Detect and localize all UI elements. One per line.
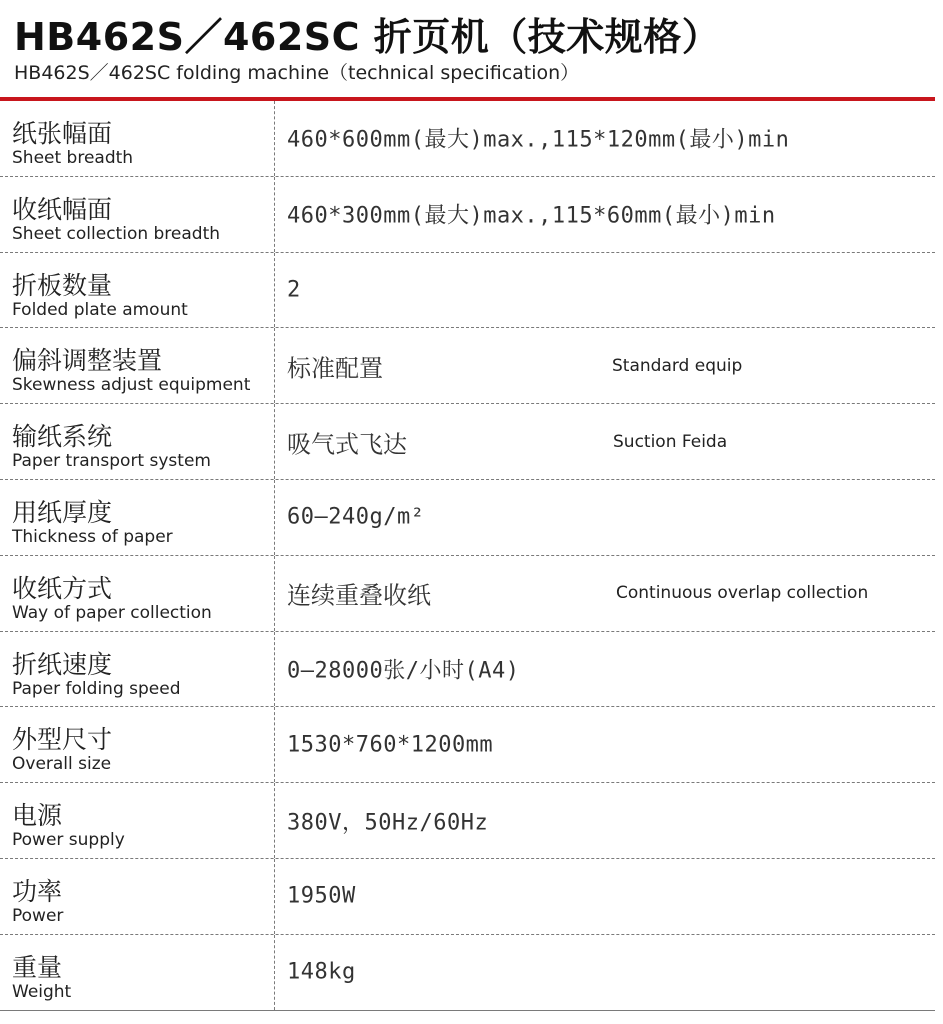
- spec-label-en: Sheet collection breadth: [12, 223, 221, 244]
- spec-row-overall-size: [0, 707, 935, 783]
- spec-row-paper-transport: [0, 404, 935, 480]
- page-header: [0, 0, 943, 100]
- spec-row-paper-thickness: [0, 480, 935, 556]
- spec-value-cell: [276, 632, 935, 707]
- spec-label-en: Skewness adjust equipment: [12, 375, 251, 396]
- spec-value: 60—240g/m²: [287, 504, 425, 530]
- spec-label-en: Thickness of paper: [12, 526, 173, 547]
- spec-row-sheet-breadth: [0, 101, 935, 177]
- spec-label-cn: 电源: [12, 801, 63, 831]
- spec-value-cell: [276, 935, 935, 1010]
- spec-label-en: Power supply: [12, 830, 125, 851]
- spec-value-cell: [276, 404, 935, 479]
- spec-label-en: Way of paper collection: [12, 602, 212, 623]
- spec-label-en: Paper transport system: [12, 451, 211, 472]
- spec-label-cell: [0, 556, 275, 631]
- spec-label-cn: 收纸幅面: [12, 194, 113, 224]
- spec-table: [0, 101, 935, 1011]
- spec-value-cell: [276, 253, 935, 328]
- spec-row-weight: [0, 935, 935, 1011]
- spec-value-cell: [276, 556, 935, 631]
- spec-value-en: Continuous overlap collection: [616, 583, 869, 604]
- spec-value-cell: [276, 859, 935, 934]
- spec-value: 460*600mm(最大)max.,115*120mm(最小)min: [287, 127, 790, 153]
- spec-label-cell: [0, 632, 275, 707]
- spec-label-cell: [0, 253, 275, 328]
- spec-label-cell: [0, 404, 275, 479]
- spec-value: 1530*760*1200mm: [287, 732, 494, 758]
- page-title: HB462S／462SC 折页机（技术规格）: [14, 15, 721, 59]
- spec-value: 460*300mm(最大)max.,115*60mm(最小)min: [287, 203, 776, 229]
- spec-label-cell: [0, 707, 275, 782]
- spec-label-cn: 偏斜调整装置: [12, 346, 163, 376]
- spec-label-en: Sheet breadth: [12, 148, 134, 168]
- spec-label-cn: 重量: [12, 952, 63, 982]
- spec-label-cn: 折纸速度: [12, 649, 113, 679]
- spec-value: 2: [287, 277, 301, 303]
- page-subtitle: HB462S／462SC folding machine（technical specification）: [14, 62, 580, 84]
- spec-row-skewness-adjust: [0, 328, 935, 404]
- spec-value: 吸气式飞达: [287, 430, 407, 459]
- spec-label-en: Folded plate amount: [12, 299, 188, 320]
- spec-label-cn: 功率: [12, 876, 63, 906]
- spec-label-cn: 用纸厚度: [12, 497, 113, 527]
- spec-label-cn: 折板数量: [12, 270, 113, 300]
- spec-label-en: Power: [12, 905, 64, 926]
- spec-value: 标准配置: [287, 354, 383, 383]
- spec-label-cn: 输纸系统: [12, 422, 113, 452]
- spec-value-cell: [276, 707, 935, 782]
- spec-value-cell: [276, 101, 935, 176]
- spec-value: 380V，50Hz/60Hz: [287, 810, 489, 836]
- spec-label-cell: [0, 328, 275, 403]
- spec-label-en: Paper folding speed: [12, 678, 181, 699]
- spec-label-en: Weight: [12, 981, 72, 1002]
- spec-row-folded-plate-amount: [0, 253, 935, 329]
- spec-label-cell: [0, 783, 275, 858]
- spec-value-cell: [276, 480, 935, 555]
- spec-label-cn: 收纸方式: [12, 573, 113, 603]
- spec-row-power: [0, 859, 935, 935]
- spec-label-en: Overall size: [12, 754, 112, 775]
- spec-row-power-supply: [0, 783, 935, 859]
- spec-value: 连续重叠收纸: [287, 581, 431, 610]
- spec-value-cell: [276, 328, 935, 403]
- spec-label-cell: [0, 935, 275, 1010]
- spec-value: 0—28000张/小时(A4): [287, 658, 520, 684]
- spec-label-cell: [0, 859, 275, 934]
- spec-value-en: Standard equip: [612, 355, 743, 376]
- spec-value-cell: [276, 177, 935, 252]
- spec-label-cell: [0, 101, 275, 176]
- spec-value: 1950W: [287, 883, 356, 909]
- spec-row-paper-collection-way: [0, 556, 935, 632]
- spec-label-cn: 纸张幅面: [12, 119, 113, 148]
- spec-value-cell: [276, 783, 935, 858]
- spec-label-cell: [0, 177, 275, 252]
- spec-row-folding-speed: [0, 632, 935, 708]
- spec-label-cell: [0, 480, 275, 555]
- spec-row-sheet-collection-breadth: [0, 177, 935, 253]
- spec-label-cn: 外型尺寸: [12, 725, 113, 755]
- spec-value: 148kg: [287, 959, 356, 985]
- spec-value-en: Suction Feida: [613, 431, 728, 452]
